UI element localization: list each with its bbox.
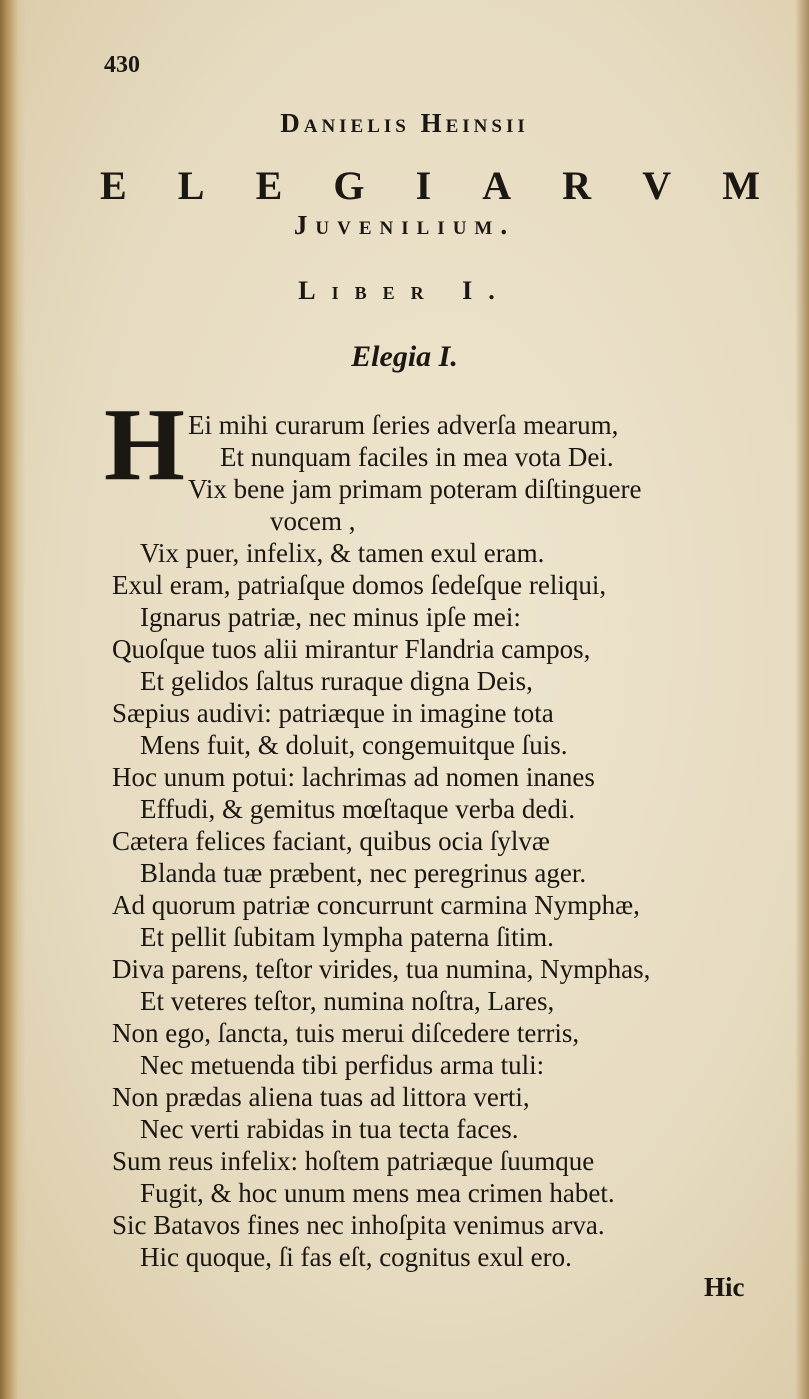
verse-line: Et nunquam faciles in mea vota Dei. <box>220 442 614 472</box>
verse-line: Sæpius audivi: patriæque in imagine tota <box>112 698 554 728</box>
verse-line: Mens fuit, & doluit, congemuitque ſuis. <box>140 730 568 760</box>
verse-line: Quoſque tuos alii mirantur Flandria campos, <box>112 634 591 664</box>
verse-line: vocem , <box>270 506 356 536</box>
verse-line: Non ego, ſancta, tuis merui diſcedere terris, <box>112 1018 580 1048</box>
verse-line: Ei mihi curarum ſeries adverſa mearum, <box>188 410 619 440</box>
verse-line: Non prædas aliena tuas ad littora verti, <box>112 1082 530 1112</box>
verse-line: Hoc unum potui: lachrimas ad nomen inanes <box>112 762 595 792</box>
title-letter: R <box>562 163 592 208</box>
title-letter: E <box>100 163 127 208</box>
verse-line: Cætera felices faciant, quibus ocia ſylvæ <box>112 826 550 856</box>
verse-line: Blanda tuæ præbent, nec peregrinus ager. <box>140 858 587 888</box>
verse-line: Effudi, & gemitus mœſtaque verba dedi. <box>140 794 576 824</box>
verse-line: Nec metuenda tibi perfidus arma tuli: <box>140 1050 545 1080</box>
author-heading: Danielis Heinsii <box>280 108 529 138</box>
verse-line: Et pellit ſubitam lympha paterna ſitim. <box>140 922 554 952</box>
title-letter: M <box>722 163 760 208</box>
subtitle: Juvenilium. <box>293 210 516 240</box>
verse-line: Nec verti rabidas in tua tecta faces. <box>140 1114 519 1144</box>
poem-title: Elegia I. <box>351 340 458 373</box>
verse-line: Sic Batavos fines nec inhoſpita venimus arva. <box>112 1210 605 1240</box>
verse-line: Vix puer, infelix, & tamen exul eram. <box>140 538 545 568</box>
title-letter: I <box>415 163 432 208</box>
verse-line: Diva parens, teſtor virides, tua numina, Nymphas, <box>112 954 651 984</box>
verse-line: Vix bene jam primam poteram diſtinguere <box>188 474 642 504</box>
book-heading: Liber I. <box>298 276 511 305</box>
verse-line: Et veteres teſtor, numina noſtra, Lares, <box>140 986 555 1016</box>
verse-line: Et gelidos ſaltus ruraque digna Deis, <box>140 666 533 696</box>
verse-line: Ignarus patriæ, nec minus ipſe mei: <box>140 602 521 632</box>
title-letter: A <box>482 163 512 208</box>
title-letter: G <box>333 163 365 208</box>
title-letter: V <box>642 163 672 208</box>
title-letter: E <box>255 163 283 208</box>
page-number: 430 <box>104 52 140 78</box>
verse-line: Hic quoque, ſi fas eſt, cognitus exul ero. <box>140 1242 572 1272</box>
verse-line: Exul eram, patriaſque domos ſedeſque reliqui, <box>112 570 607 600</box>
main-title <box>100 162 760 209</box>
verse-line: Sum reus infelix: hoſtem patriæque ſuumque <box>112 1146 595 1176</box>
drop-cap: H <box>104 387 185 502</box>
catchword: Hic <box>704 1272 745 1302</box>
verse-line: Ad quorum patriæ concurrunt carmina Nymphæ, <box>112 890 640 920</box>
title-letter: L <box>177 163 205 208</box>
verse-line: Fugit, & hoc unum mens mea crimen habet. <box>140 1178 615 1208</box>
